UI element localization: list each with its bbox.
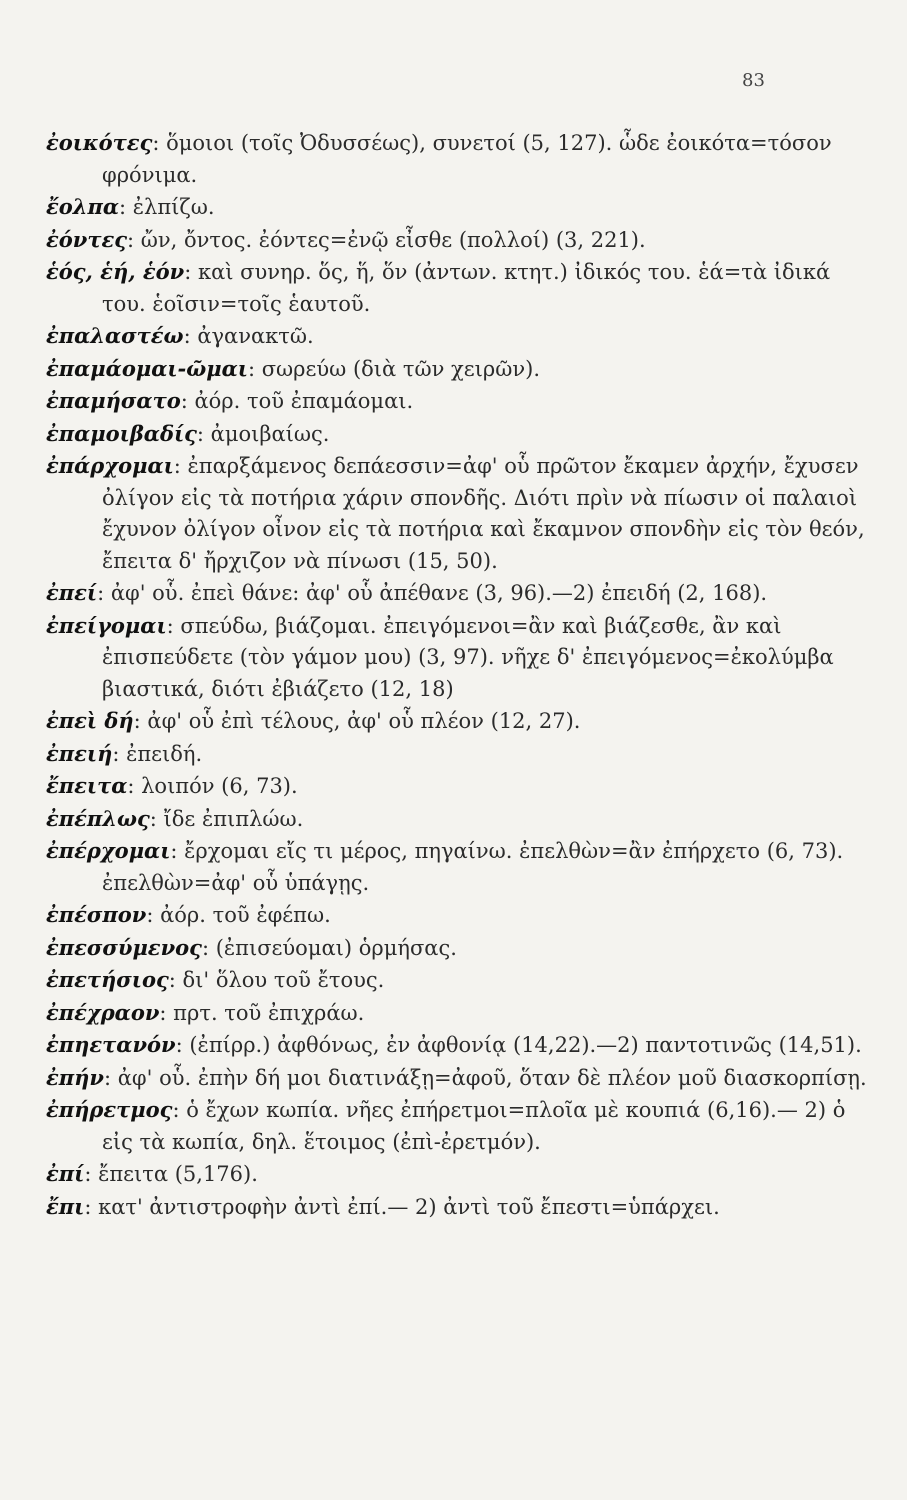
entry-lemma: ἐπείγομαι	[46, 612, 167, 638]
dictionary-entry	[46, 705, 872, 738]
dictionary-entry	[46, 932, 872, 965]
entry-lemma: ἐπέχραον	[46, 999, 160, 1025]
dictionary-entry	[46, 385, 872, 418]
entry-lemma: ἐπεσσύμενος	[46, 934, 202, 960]
entry-definition: : ἔρχομαι εἴς τι μέρος, πηγαίνω. ἐπελθὼν=ἂν ἐπήρχετο (6, 73). ἐπελθὼν=ἀφ' οὗ ὑπάγῃς.	[102, 839, 844, 895]
entry-definition: : κατ' ἀντιστροφὴν ἀντὶ ἐπί.— 2) ἀντὶ τοῦ ἔπεστι=ὑπάρχει.	[84, 1194, 720, 1219]
dictionary-entry	[46, 320, 872, 353]
entry-lemma: ἐπαμοιβαδίς	[46, 420, 197, 446]
entry-lemma: ἐπαμάομαι-ῶμαι	[46, 355, 248, 381]
dictionary-entry	[46, 353, 872, 386]
entry-lemma: ἐπήρετμος	[46, 1097, 173, 1122]
entry-lemma: ἐοικότες	[46, 130, 153, 155]
entry-lemma: ἐπί	[46, 1161, 85, 1186]
entry-lemma: ἐπάρχομαι	[46, 453, 174, 478]
entry-definition: : ἐπειδή.	[112, 741, 203, 766]
entry-definition: : δι' ὅλου τοῦ ἔτους.	[168, 968, 385, 992]
entry-definition: : ἀφ' οὗ. ἐπὴν δή μοι διατινάξῃ=ἀφοῦ, ὅταν δὲ πλέον μοῦ διασκορπίσῃ.	[103, 1065, 867, 1090]
entry-definition: : ἀόρ. τοῦ ἐφέπω.	[146, 903, 331, 927]
entry-lemma: ἑός, ἑή, ἑόν	[46, 259, 185, 284]
entry-definition: : ἔπειτα (5,176).	[84, 1162, 258, 1186]
entry-definition: : ἀγανακτῶ.	[183, 324, 314, 348]
entry-lemma: ἐπαλαστέω	[46, 323, 184, 348]
dictionary-entry	[46, 964, 872, 997]
dictionary-entry	[46, 418, 872, 451]
dictionary-entry	[46, 738, 872, 771]
entry-definition: : ὁ ἔχων κωπία. νῆες ἐπήρετμοι=πλοῖα μὲ κουπιά (6,16).— 2) ὁ εἰς τὰ κωπία, δηλ. ἕτοιμος (ἐπὶ-ἐρετμόν).	[102, 1098, 846, 1154]
dictionary-entry	[46, 127, 872, 191]
dictionary-entry	[46, 1029, 872, 1062]
dictionary-entry	[46, 224, 872, 257]
dictionary-entry	[46, 610, 872, 706]
entry-lemma: ἐπεί	[46, 580, 98, 605]
dictionary-entry	[46, 577, 872, 610]
entry-lemma: ἐπαμήσατο	[46, 388, 181, 413]
dictionary-entry	[46, 450, 872, 577]
entry-definition: : (ἐπίρρ.) ἀφθόνως, ἐν ἀφθονίᾳ (14,22).—2) παντοτινῶς (14,51).	[175, 1033, 862, 1057]
entry-definition: : ἐπαρξάμενος δεπάεσσιν=ἀφ' οὗ πρῶτον ἔκαμεν ἀρχήν, ἔχυσεν ὀλίγον εἰς τὰ ποτήρια χάριν σπονδῆς. Διότι πρὶν νὰ πίωσιν οἱ παλαιοὶ ἔχυνον ὀλίγον οἶνον εἰς τὰ ποτήρια καὶ ἔκαμνον σπονδὴν εἰς τὸν θεόν, ἔπειτα δ' ἤρχιζον νὰ πίνωσι (15, 50).	[102, 454, 865, 573]
dictionary-entry	[46, 770, 872, 803]
dictionary-entry	[46, 256, 872, 320]
entry-lemma: ἔολπα	[46, 194, 120, 219]
entry-definition: : (ἐπισεύομαι) ὁρμήσας.	[201, 935, 457, 960]
dictionary-entry	[46, 899, 872, 932]
dictionary-entry	[46, 803, 872, 836]
entry-definition: : ὤν, ὄντος. ἐόντες=ἐνῷ εἶσθε (πολλοί) (3, 221).	[127, 227, 646, 252]
entry-lemma: ἐόντες	[46, 226, 128, 252]
entry-definition: : πρτ. τοῦ ἐπιχράω.	[159, 1000, 365, 1025]
entry-lemma: ἐπέρχομαι	[46, 838, 171, 863]
dictionary-entry	[46, 835, 872, 899]
entry-lemma: ἔπειτα	[46, 773, 128, 798]
dictionary-entry	[46, 1191, 872, 1224]
page-number: 83	[742, 70, 765, 91]
dictionary-entry	[46, 1094, 872, 1158]
entry-lemma: ἐπεὶ δή	[46, 708, 134, 733]
entry-definition: : ἐλπίζω.	[119, 195, 215, 219]
entry-lemma: ἐπετήσιος	[46, 967, 169, 992]
entry-lemma: ἐπήν	[46, 1064, 104, 1090]
dictionary-entries	[46, 127, 872, 1223]
dictionary-entry	[46, 191, 872, 224]
entry-lemma: ἐπειή	[46, 740, 113, 766]
entry-lemma: ἐπέσπον	[46, 902, 147, 927]
entry-definition: : ἀφ' οὗ. ἐπεὶ θάνε: ἀφ' οὗ ἀπέθανε (3, 96).—2) ἐπειδή (2, 168).	[97, 581, 768, 605]
entry-lemma: ἐπηετανόν	[46, 1032, 176, 1057]
entry-definition: : ἴδε ἐπιπλώω.	[149, 806, 304, 831]
entry-definition: : ἀμοιβαίως.	[196, 421, 330, 446]
entry-definition: : σπεύδω, βιάζομαι. ἐπειγόμενοι=ἂν καὶ βιάζεσθε, ἂν καὶ ἐπισπεύδετε (τὸν γάμον μου) (3, 97). νῆχε δ' ἐπειγόμενος=ἐκολύμβα βιαστικά, διότι ἐβιάζετο (12, 18)	[102, 613, 834, 701]
dictionary-entry	[46, 1062, 872, 1095]
entry-lemma: ἔπι	[46, 1193, 85, 1219]
entry-definition: : καὶ συνηρ. ὅς, ἥ, ὅν (ἀντων. κτητ.) ἰδικός του. ἑά=τὰ ἰδικά του. ἑοῖσιν=τοῖς ἑαυτοῦ.	[102, 260, 831, 316]
dictionary-entry	[46, 1158, 872, 1191]
entry-definition: : ἀόρ. τοῦ ἐπαμάομαι.	[180, 389, 414, 413]
entry-lemma: ἐπέπλως	[46, 805, 150, 831]
entry-definition: : ὅμοιοι (τοῖς Ὀδυσσέως), συνετοί (5, 127). ὧδε ἐοικότα=τόσον φρόνιμα.	[102, 131, 832, 187]
entry-definition: : λοιπόν (6, 73).	[127, 774, 298, 798]
entry-definition: : ἀφ' οὗ ἐπὶ τέλους, ἀφ' οὗ πλέον (12, 27).	[133, 709, 581, 733]
entry-definition: : σωρεύω (διὰ τῶν χειρῶν).	[247, 356, 540, 381]
dictionary-entry	[46, 997, 872, 1030]
